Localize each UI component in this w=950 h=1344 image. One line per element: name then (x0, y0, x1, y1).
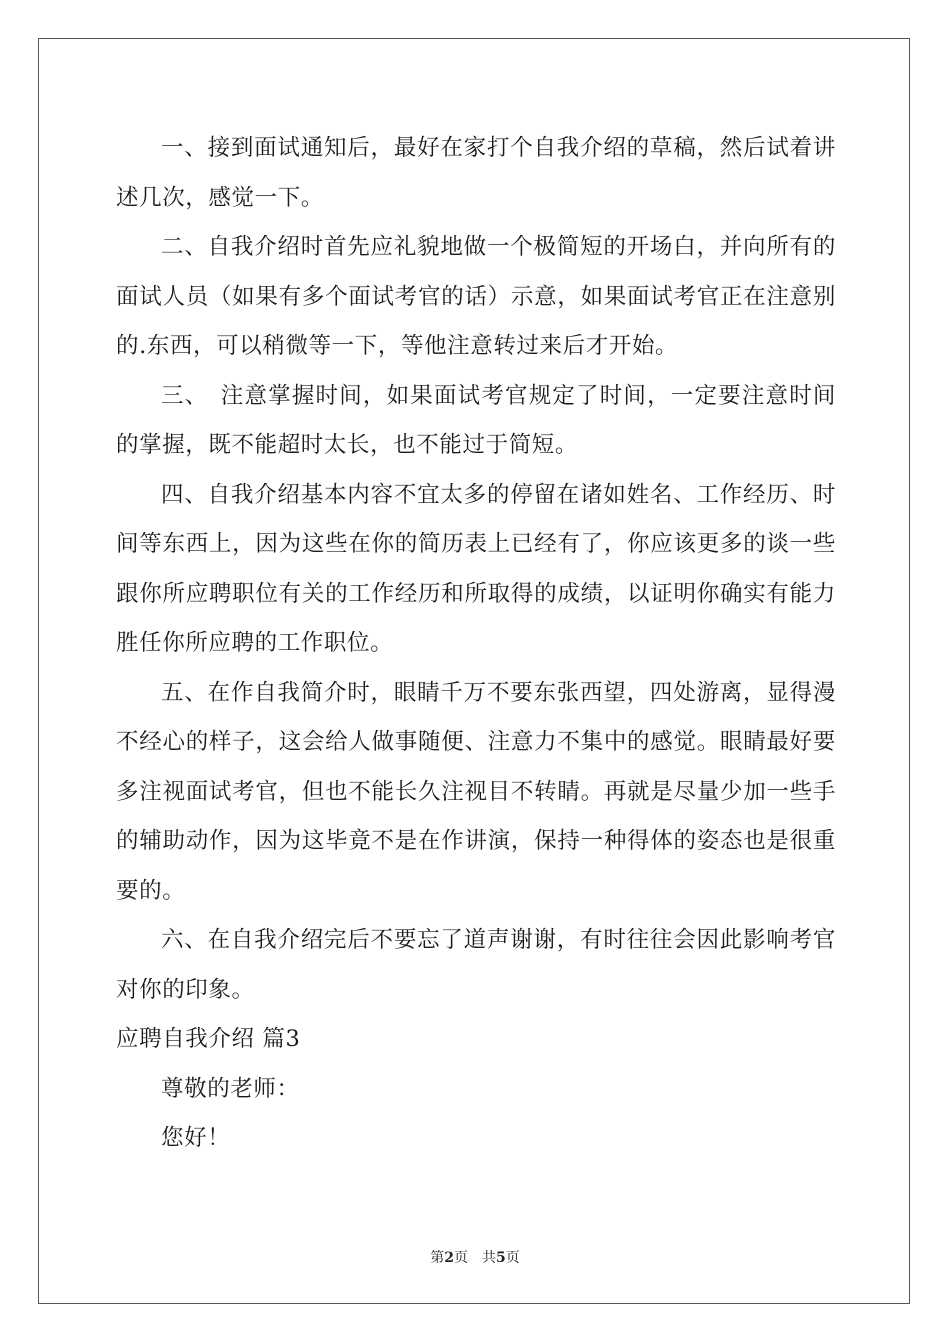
paragraph-5: 五、在作自我简介时，眼睛千万不要东张西望，四处游离，显得漫不经心的样子，这会给人做事随便、注意力不集中的感觉。眼睛最好要多注视面试考官，但也不能长久注视目不转睛。再就是尽量少加一些手的辅助动作，因为这毕竟不是在作讲演，保持一种得体的姿态也是很重要的。 (116, 679, 836, 904)
section-heading: 应聘自我介绍 篇3 (116, 1026, 301, 1052)
greeting: 您好！ (161, 1125, 231, 1151)
page-suffix: 页 (454, 1250, 468, 1266)
page-number: 2 (444, 1250, 454, 1266)
total-pages: 5 (496, 1250, 506, 1266)
document-body (116, 124, 836, 1164)
paragraph-4: 四、自我介绍基本内容不宜太多的停留在诸如姓名、工作经历、时间等东西上，因为这些在你的简历表上已经有了，你应该更多的谈一些跟你所应聘职位有关的工作经历和所取得的成绩，以证明你确实有能力胜任你所应聘的工作职位。 (116, 481, 836, 656)
paragraph-2: 二、自我介绍时首先应礼貌地做一个极简短的开场白，并向所有的面试人员（如果有多个面试考官的话）示意，如果面试考官正在注意别的.东西，可以稍微等一下，等他注意转过来后才开始。 (116, 234, 836, 359)
page-footer (0, 1247, 950, 1267)
salutation: 尊敬的老师： (161, 1075, 300, 1102)
paragraph-3: 三、 注意掌握时间，如果面试考官规定了时间，一定要注意时间的掌握，既不能超时太长，也不能过于简短。 (116, 382, 836, 458)
total-suffix: 页 (505, 1250, 520, 1266)
paragraph-1: 一、接到面试通知后，最好在家打个自我介绍的草稿，然后试着讲述几次，感觉一下。 (116, 135, 836, 211)
page-prefix: 第 (430, 1250, 445, 1266)
total-prefix: 共 (482, 1250, 496, 1266)
paragraph-6: 六、在自我介绍完后不要忘了道声谢谢，有时往往会因此影响考官对你的印象。 (116, 927, 836, 1003)
